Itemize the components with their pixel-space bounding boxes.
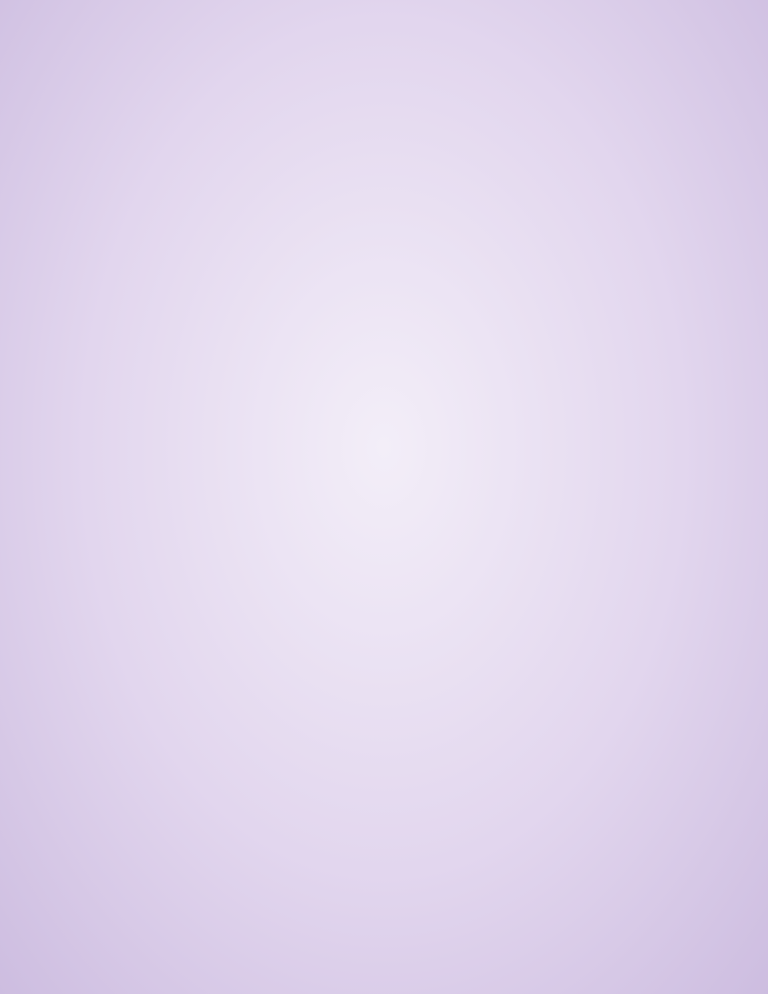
border-top (18, 14, 750, 58)
document-body (107, 86, 669, 96)
border-right (704, 58, 746, 936)
border-bottom (18, 936, 750, 980)
border-left (22, 58, 64, 936)
